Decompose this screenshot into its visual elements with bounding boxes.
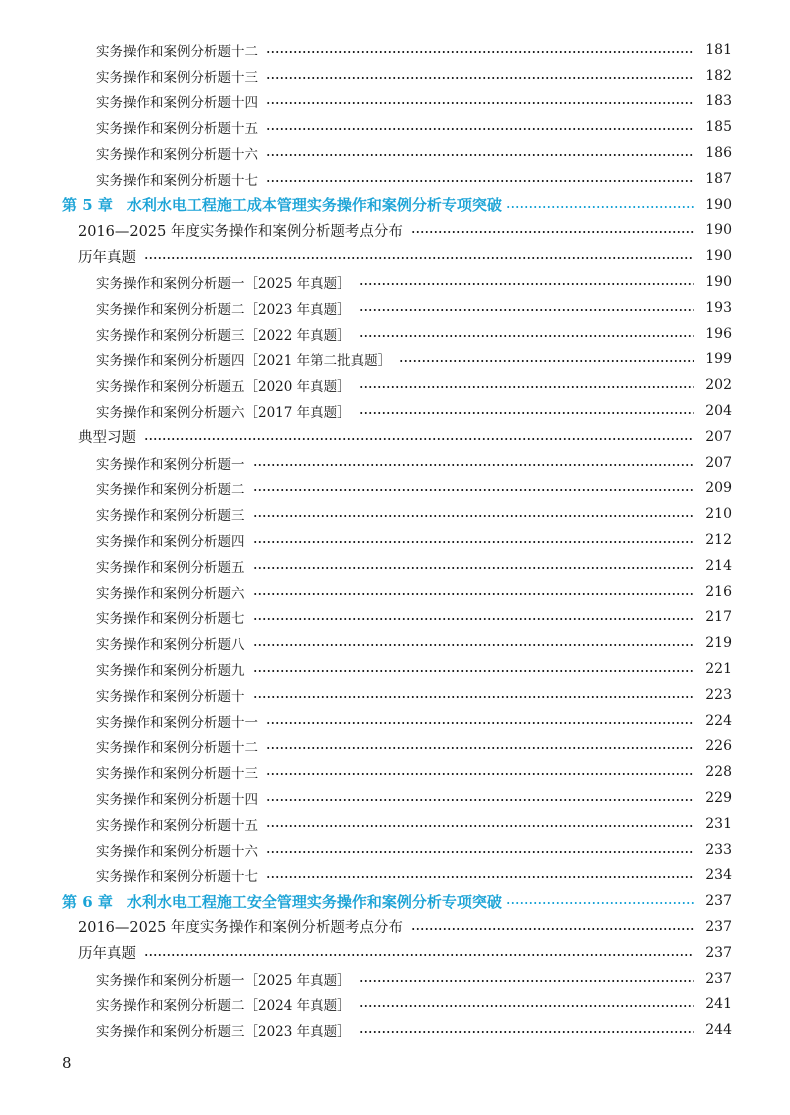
toc-page-number: 237 [705,918,732,935]
toc-entry-title [96,272,351,292]
dot-leader [359,1005,694,1007]
toc-entry-text: 实务操作和案例分析题十六 [96,147,258,164]
toc-entry-text: 实务操作和案例分析题一［2025 年真题］ [96,972,351,989]
toc-page-number: 223 [705,686,732,703]
toc-entry-text: 实务操作和案例分析题四［2021 年第二批真题］ [96,353,392,370]
toc-page-number: 190 [705,248,732,265]
toc-item-entry[interactable] [0,811,790,837]
toc-item-entry[interactable] [0,863,790,889]
toc-entry-title [96,865,258,885]
toc-page-number: 183 [705,93,732,110]
toc-page-number: 224 [705,712,732,729]
toc-entry-text: 实务操作和案例分析题一 [96,456,245,473]
toc-page-number: 207 [705,454,732,471]
toc-item-entry[interactable] [0,630,790,656]
toc-entry-title [96,633,245,653]
toc-item-entry[interactable] [0,140,790,166]
toc-entry-title [78,220,403,241]
toc-entry-text: 实务操作和案例分析题十五 [96,817,258,834]
dot-leader [266,128,694,130]
toc-entry-title [96,736,258,756]
dot-leader [253,670,695,672]
toc-page-number: 237 [705,970,732,987]
toc-page-number: 210 [705,506,732,523]
dot-leader [253,593,695,595]
toc-entry-text: 实务操作和案例分析题十四 [96,95,258,112]
toc-entry-title [96,607,245,627]
toc-entry-title [96,556,245,576]
dot-leader [266,799,694,801]
toc-entry-text: 实务操作和案例分析题二［2024 年真题］ [96,998,351,1015]
toc-entry-text: 实务操作和案例分析题十三 [96,766,258,783]
toc-page-number: 221 [705,661,732,678]
toc-item-entry[interactable] [0,1017,790,1043]
toc-item-entry[interactable] [0,785,790,811]
toc-item-entry[interactable] [0,269,790,295]
toc-entry-title [96,762,258,782]
toc-page-number: 204 [705,403,732,420]
toc-page-number: 212 [705,532,732,549]
toc-item-entry[interactable] [0,398,790,424]
toc-page-number: 182 [705,67,732,84]
toc-entry-title [62,891,502,912]
toc-item-entry[interactable] [0,89,790,115]
dot-leader [144,438,694,440]
toc-entry-title [78,246,136,267]
toc-entry-title [96,478,245,498]
toc-page-number: 234 [705,867,732,884]
toc-page-number: 229 [705,790,732,806]
dot-leader [253,644,695,646]
toc-item-entry[interactable] [0,37,790,63]
toc-entry-text: 实务操作和案例分析题十六 [96,843,258,860]
toc-entry-text: 实务操作和案例分析题三［2023 年真题］ [96,1024,351,1041]
toc-item-entry[interactable] [0,476,790,502]
toc-entry-title [96,117,258,137]
toc-entry-text: 历年真题 [78,249,136,266]
toc-entry-title [62,194,502,215]
toc-entry-text: 2016—2025 年度实务操作和案例分析题考点分布 [78,223,403,240]
dot-leader [253,696,695,698]
toc-entry-text: 实务操作和案例分析题七 [96,611,245,628]
toc-page-number: 196 [705,325,732,342]
toc-entry-text: 历年真题 [78,946,136,963]
toc-page-number: 228 [705,764,732,781]
toc-page-number: 193 [705,299,732,316]
dot-leader [144,257,694,259]
toc-entry-title [96,530,245,550]
toc-item-entry[interactable] [0,63,790,89]
dot-leader [266,154,694,156]
toc-chapter-number: 第 6 章 [62,892,113,911]
dot-leader [253,464,695,466]
toc-page-number: 231 [705,815,732,832]
toc-entry-text: 实务操作和案例分析题十七 [96,172,258,189]
toc-entry-text: 实务操作和案例分析题五［2020 年真题］ [96,379,351,396]
toc-item-entry[interactable] [0,734,790,760]
toc-entry-text: 实务操作和案例分析题三［2022 年真题］ [96,327,351,344]
toc-entry-text: 实务操作和案例分析题十七 [96,869,258,886]
dot-leader [266,722,694,724]
toc-entry-title [96,349,391,369]
toc-page-number: 244 [705,1022,732,1039]
dot-leader [359,335,694,337]
toc-chapter-entry[interactable] [0,888,790,914]
toc-entry-title [96,1020,351,1040]
toc-page-number: 216 [705,583,732,600]
toc-entry-title [96,453,245,473]
toc-section-entry[interactable] [0,424,790,450]
toc-entry-text: 实务操作和案例分析题二 [96,482,245,499]
toc-entry-title [96,324,351,344]
toc-entry-text: 实务操作和案例分析题十 [96,688,245,705]
toc-item-entry[interactable] [0,501,790,527]
toc-page-number: 237 [705,944,732,961]
dot-leader [266,77,694,79]
dot-leader [359,386,694,388]
toc-item-entry[interactable] [0,682,790,708]
dot-leader [266,773,694,775]
dot-leader [253,489,695,491]
dot-leader [359,412,694,414]
toc-page-number: 207 [705,428,732,445]
toc-entry-title [78,916,403,937]
toc-entry-title [96,582,245,602]
dot-leader [253,618,695,620]
toc-entry-title [96,143,258,163]
toc-entry-text: 实务操作和案例分析题三 [96,508,245,525]
toc-page-number: 181 [705,41,732,58]
toc-entry-text: 实务操作和案例分析题一［2025 年真题］ [96,276,351,293]
toc-page-number: 199 [705,351,732,368]
toc-page-number: 190 [705,222,732,239]
toc-entry-text: 实务操作和案例分析题十五 [96,121,258,138]
toc-page-number: 233 [705,841,732,858]
dot-leader [266,747,694,749]
toc-page-number: 186 [705,145,732,162]
toc-entry-title [78,942,136,963]
toc-entry-title [96,659,245,679]
dot-leader [266,825,694,827]
toc-entry-text: 实务操作和案例分析题十二 [96,43,258,60]
toc-page-number: 202 [705,377,732,394]
page-number: 8 [62,1054,72,1072]
dot-leader [411,231,694,233]
toc-page-number: 190 [705,274,732,291]
toc-item-entry[interactable] [0,759,790,785]
toc-page-number: 185 [705,119,732,136]
toc-entry-title [96,375,351,395]
toc-page-number: 209 [705,480,732,497]
dot-leader [359,283,694,285]
toc-item-entry[interactable] [0,656,790,682]
toc-entry-text: 实务操作和案例分析题六 [96,585,245,602]
toc-item-entry[interactable] [0,966,790,992]
dot-leader [253,515,695,517]
toc-section-entry[interactable] [0,914,790,940]
toc-section-entry[interactable] [0,218,790,244]
dot-leader [144,954,694,956]
toc-entry-text: 水利水电工程施工安全管理实务操作和案例分析专项突破 [126,892,502,911]
toc-entry-title [96,66,258,86]
toc-item-entry[interactable] [0,450,790,476]
toc-entry-title [78,426,136,447]
toc-section-entry[interactable] [0,243,790,269]
toc-item-entry[interactable] [0,295,790,321]
dot-leader [359,309,694,311]
toc-entry-title [96,840,258,860]
toc-entry-text: 实务操作和案例分析题五 [96,559,245,576]
toc-item-entry[interactable] [0,579,790,605]
toc-entry-title [96,685,245,705]
toc-page-number: 187 [705,170,732,187]
toc-entry-text: 实务操作和案例分析题十一 [96,714,258,731]
toc-page-number: 241 [705,996,732,1013]
toc-item-entry[interactable] [0,991,790,1017]
toc-entry-title [96,994,351,1014]
toc-entry-title [96,814,258,834]
toc-section-entry[interactable] [0,940,790,966]
dot-leader [399,360,694,362]
toc-entry-title [96,969,351,989]
toc-entry-title [96,788,258,808]
toc-item-entry[interactable] [0,114,790,140]
toc-item-entry[interactable] [0,347,790,373]
dot-leader [253,541,695,543]
dot-leader [411,928,694,930]
toc-entry-text: 实务操作和案例分析题十四 [96,792,258,808]
toc-entry-text: 典型习题 [78,430,136,447]
toc-item-entry[interactable] [0,166,790,192]
toc-entry-title [96,169,258,189]
toc-page-number: 214 [705,557,732,574]
dot-leader [266,51,694,53]
toc-entry-text: 实务操作和案例分析题二［2023 年真题］ [96,301,351,318]
toc-item-entry[interactable] [0,708,790,734]
toc-item-entry[interactable] [0,605,790,631]
dot-leader [266,876,694,878]
toc-page-number: 190 [705,196,732,213]
toc-entry-text: 实务操作和案例分析题十二 [96,740,258,757]
toc-entry-title [96,504,245,524]
toc-page-number: 217 [705,609,732,626]
toc-entry-text: 2016—2025 年度实务操作和案例分析题考点分布 [78,920,403,937]
dot-leader [359,1031,694,1033]
toc-entry-text: 实务操作和案例分析题八 [96,637,245,654]
toc-entry-title [96,298,351,318]
dot-leader [266,180,694,182]
toc-page-number: 219 [705,635,732,652]
toc-chapter-entry[interactable] [0,192,790,218]
toc-entry-text: 实务操作和案例分析题六［2017 年真题］ [96,405,351,422]
toc-item-entry[interactable] [0,372,790,398]
toc-page-number: 237 [705,893,732,910]
dot-leader [266,102,694,104]
toc-page-number: 226 [705,738,732,755]
dot-leader [266,851,694,853]
dot-leader [506,206,694,208]
toc-entry-title [96,40,258,60]
toc-entry-title [96,711,258,731]
toc-entry-text: 实务操作和案例分析题四 [96,534,245,551]
toc-item-entry[interactable] [0,527,790,553]
toc-entry-text: 实务操作和案例分析题九 [96,663,245,680]
dot-leader [506,902,694,904]
table-of-contents [0,37,790,1043]
toc-entry-text: 实务操作和案例分析题十三 [96,69,258,86]
toc-entry-title [96,401,351,421]
toc-item-entry[interactable] [0,837,790,863]
dot-leader [359,980,694,982]
toc-chapter-number: 第 5 章 [62,196,113,215]
toc-entry-title [96,91,258,111]
toc-item-entry[interactable] [0,321,790,347]
toc-entry-text: 水利水电工程施工成本管理实务操作和案例分析专项突破 [126,196,502,215]
dot-leader [253,567,695,569]
toc-item-entry[interactable] [0,553,790,579]
